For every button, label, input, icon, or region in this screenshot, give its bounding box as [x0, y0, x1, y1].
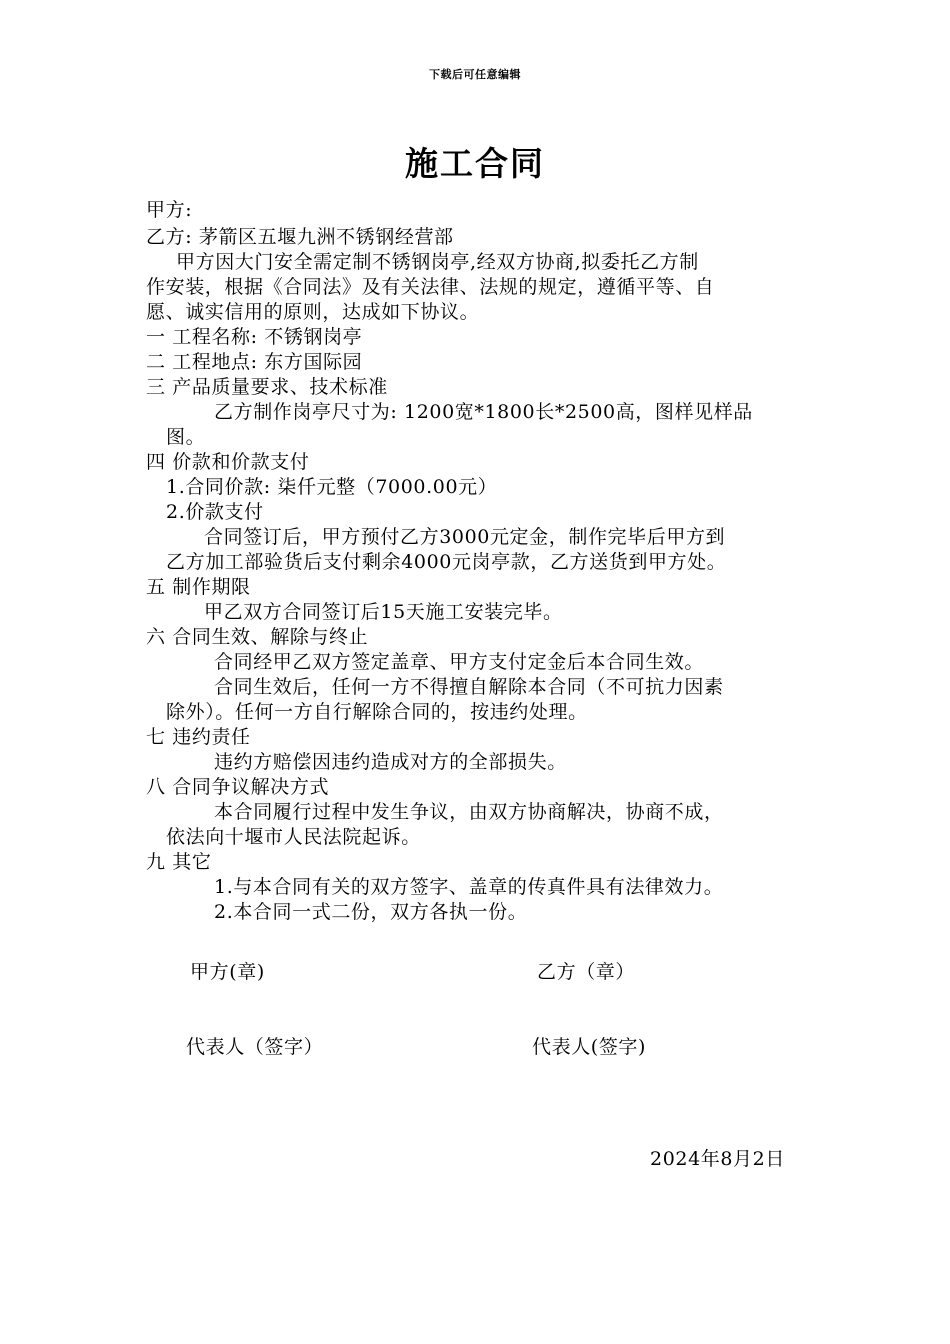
section-1-heading: 一 工程名称: 不锈钢岗亭	[146, 326, 363, 348]
section-7-body: 违约方赔偿因违约造成对方的全部损失。	[214, 751, 567, 773]
section-8-body-line-1: 本合同履行过程中发生争议，由双方协商解决，协商不成，	[214, 801, 724, 823]
section-4-body-line-2: 乙方加工部验货后支付剩余4000元岗亭款，乙方送货到甲方处。	[166, 551, 727, 573]
section-4-item-2: 2.价款支付	[166, 501, 264, 523]
section-4-item-1: 1.合同价款: 柒仟元整（7000.00元）	[166, 476, 498, 498]
intro-line-2: 作安装，根据《合同法》及有关法律、法规的规定，遵循平等、自	[146, 276, 715, 298]
section-9-item-2: 2.本合同一式二份，双方各执一份。	[214, 901, 528, 923]
header-note: 下载后可任意编辑	[429, 68, 521, 81]
contract-date: 2024年8月2日	[650, 1148, 785, 1170]
party-b-line: 乙方: 茅箭区五堰九洲不锈钢经营部	[146, 226, 454, 248]
section-5-body: 甲乙双方合同签订后15天施工安装完毕。	[204, 601, 563, 623]
section-5-heading: 五 制作期限	[146, 576, 251, 598]
section-7-heading: 七 违约责任	[146, 726, 251, 748]
document-title: 施工合同	[405, 144, 545, 183]
section-3-heading: 三 产品质量要求、技术标准	[146, 376, 388, 398]
intro-line-3: 愿、诚实信用的原则，达成如下协议。	[146, 301, 480, 323]
intro-line-1: 甲方因大门安全需定制不锈钢岗亭,经双方协商,拟委托乙方制	[176, 251, 699, 273]
section-6-body-2-line-1: 合同生效后，任何一方不得擅自解除本合同（不可抗力因素	[214, 676, 724, 698]
section-6-body-2-line-2: 除外）。任何一方自行解除合同的，按违约处理。	[166, 701, 588, 723]
party-a-line: 甲方:	[146, 199, 193, 221]
section-4-heading: 四 价款和价款支付	[146, 451, 310, 473]
section-9-heading: 九 其它	[146, 851, 212, 873]
section-9-item-1: 1.与本合同有关的双方签字、盖章的传真件具有法律效力。	[214, 876, 724, 898]
party-b-seal-label: 乙方（章）	[537, 961, 636, 983]
party-a-seal-label: 甲方(章)	[190, 961, 265, 983]
section-3-body-line-2: 图。	[166, 426, 206, 448]
section-6-heading: 六 合同生效、解除与终止	[146, 626, 369, 648]
section-6-body-1: 合同经甲乙双方签定盖章、甲方支付定金后本合同生效。	[214, 651, 705, 673]
party-a-representative-label: 代表人（签字）	[186, 1036, 324, 1058]
section-4-body-line-1: 合同签订后，甲方预付乙方3000元定金，制作完毕后甲方到	[204, 526, 726, 548]
party-b-representative-label: 代表人(签字)	[532, 1036, 647, 1058]
section-3-body-line-1: 乙方制作岗亭尺寸为: 1200宽*1800长*2500高，图样见样品	[214, 401, 753, 423]
section-8-heading: 八 合同争议解决方式	[146, 776, 330, 798]
section-2-heading: 二 工程地点: 东方国际园	[146, 351, 363, 373]
section-8-body-line-2: 依法向十堰市人民法院起诉。	[166, 826, 421, 848]
